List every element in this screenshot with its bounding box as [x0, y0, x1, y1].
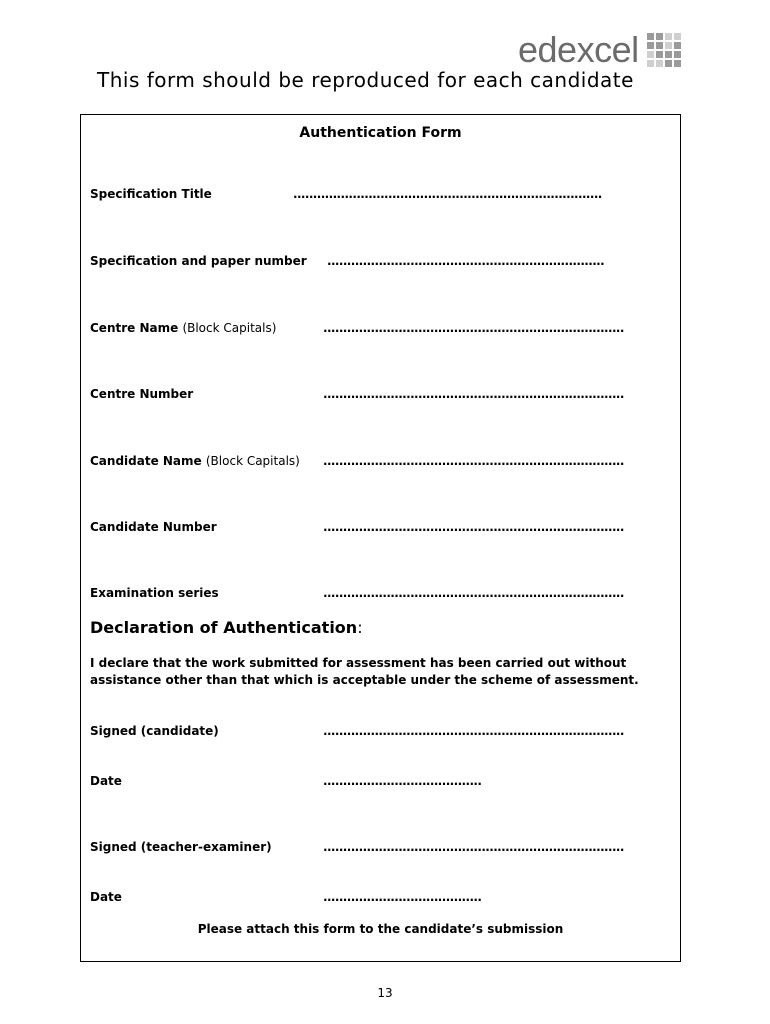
- attach-instruction: Please attach this form to the candidate’s submission: [197, 922, 564, 936]
- field-centre-number: [90, 387, 193, 401]
- field-label: Examination series: [90, 586, 219, 600]
- signature-teacher-date: [90, 890, 122, 904]
- field-dotted-line[interactable]: ............................................................................: [323, 454, 624, 468]
- signature-candidate: [90, 724, 219, 738]
- field-specification-title: [90, 187, 212, 201]
- field-dotted-line[interactable]: ............................................................................: [323, 321, 624, 335]
- field-dotted-line[interactable]: ............................................................................: [323, 520, 624, 534]
- declaration-text: I declare that the work submitted for assessment has been carried out without assistance other than that which is acceptable under the scheme of assessment.: [90, 656, 639, 687]
- page-heading: This form should be reproduced for each candidate: [97, 68, 634, 92]
- field-candidate-number: [90, 520, 217, 534]
- field-candidate-name: [90, 454, 300, 468]
- logo-grid-icon: [647, 33, 681, 67]
- field-dotted-line[interactable]: ............................................................................: [323, 586, 624, 600]
- field-dotted-line[interactable]: ............................................................................: [323, 387, 624, 401]
- field-label: Candidate Number: [90, 520, 217, 534]
- field-dotted-line[interactable]: ......................................................................: [327, 254, 605, 268]
- signature-label: Signed (teacher-examiner): [90, 840, 272, 854]
- signature-candidate-date: [90, 774, 122, 788]
- field-note: (Block Capitals): [205, 454, 300, 468]
- signature-label: Date: [90, 774, 122, 788]
- field-dotted-line[interactable]: ..............................................................................: [293, 187, 602, 201]
- field-examination-series: [90, 586, 219, 600]
- signature-dotted-line[interactable]: ........................................: [323, 890, 482, 904]
- field-specification-paper-number: [90, 254, 307, 268]
- edexcel-logo: [518, 29, 681, 70]
- signature-label: Date: [90, 890, 122, 904]
- signature-dotted-line[interactable]: ........................................: [323, 774, 482, 788]
- page-number: 13: [377, 986, 393, 1000]
- authentication-form: [80, 114, 681, 962]
- signature-dotted-line[interactable]: ............................................................................: [323, 724, 624, 738]
- field-label: Centre Name: [90, 321, 179, 335]
- field-centre-name: [90, 321, 276, 335]
- declaration-heading: Declaration of Authentication:: [90, 618, 363, 637]
- signature-dotted-line[interactable]: ............................................................................: [323, 840, 624, 854]
- field-label: Specification Title: [90, 187, 212, 201]
- signature-label: Signed (candidate): [90, 724, 219, 738]
- field-label: Candidate Name: [90, 454, 202, 468]
- field-label: Centre Number: [90, 387, 194, 401]
- field-note: (Block Capitals): [182, 321, 277, 335]
- field-label: Specification and paper number: [90, 254, 307, 268]
- logo-wordmark: edexcel: [518, 29, 639, 70]
- form-title: Authentication Form: [299, 125, 462, 141]
- signature-teacher-examiner: [90, 840, 272, 854]
